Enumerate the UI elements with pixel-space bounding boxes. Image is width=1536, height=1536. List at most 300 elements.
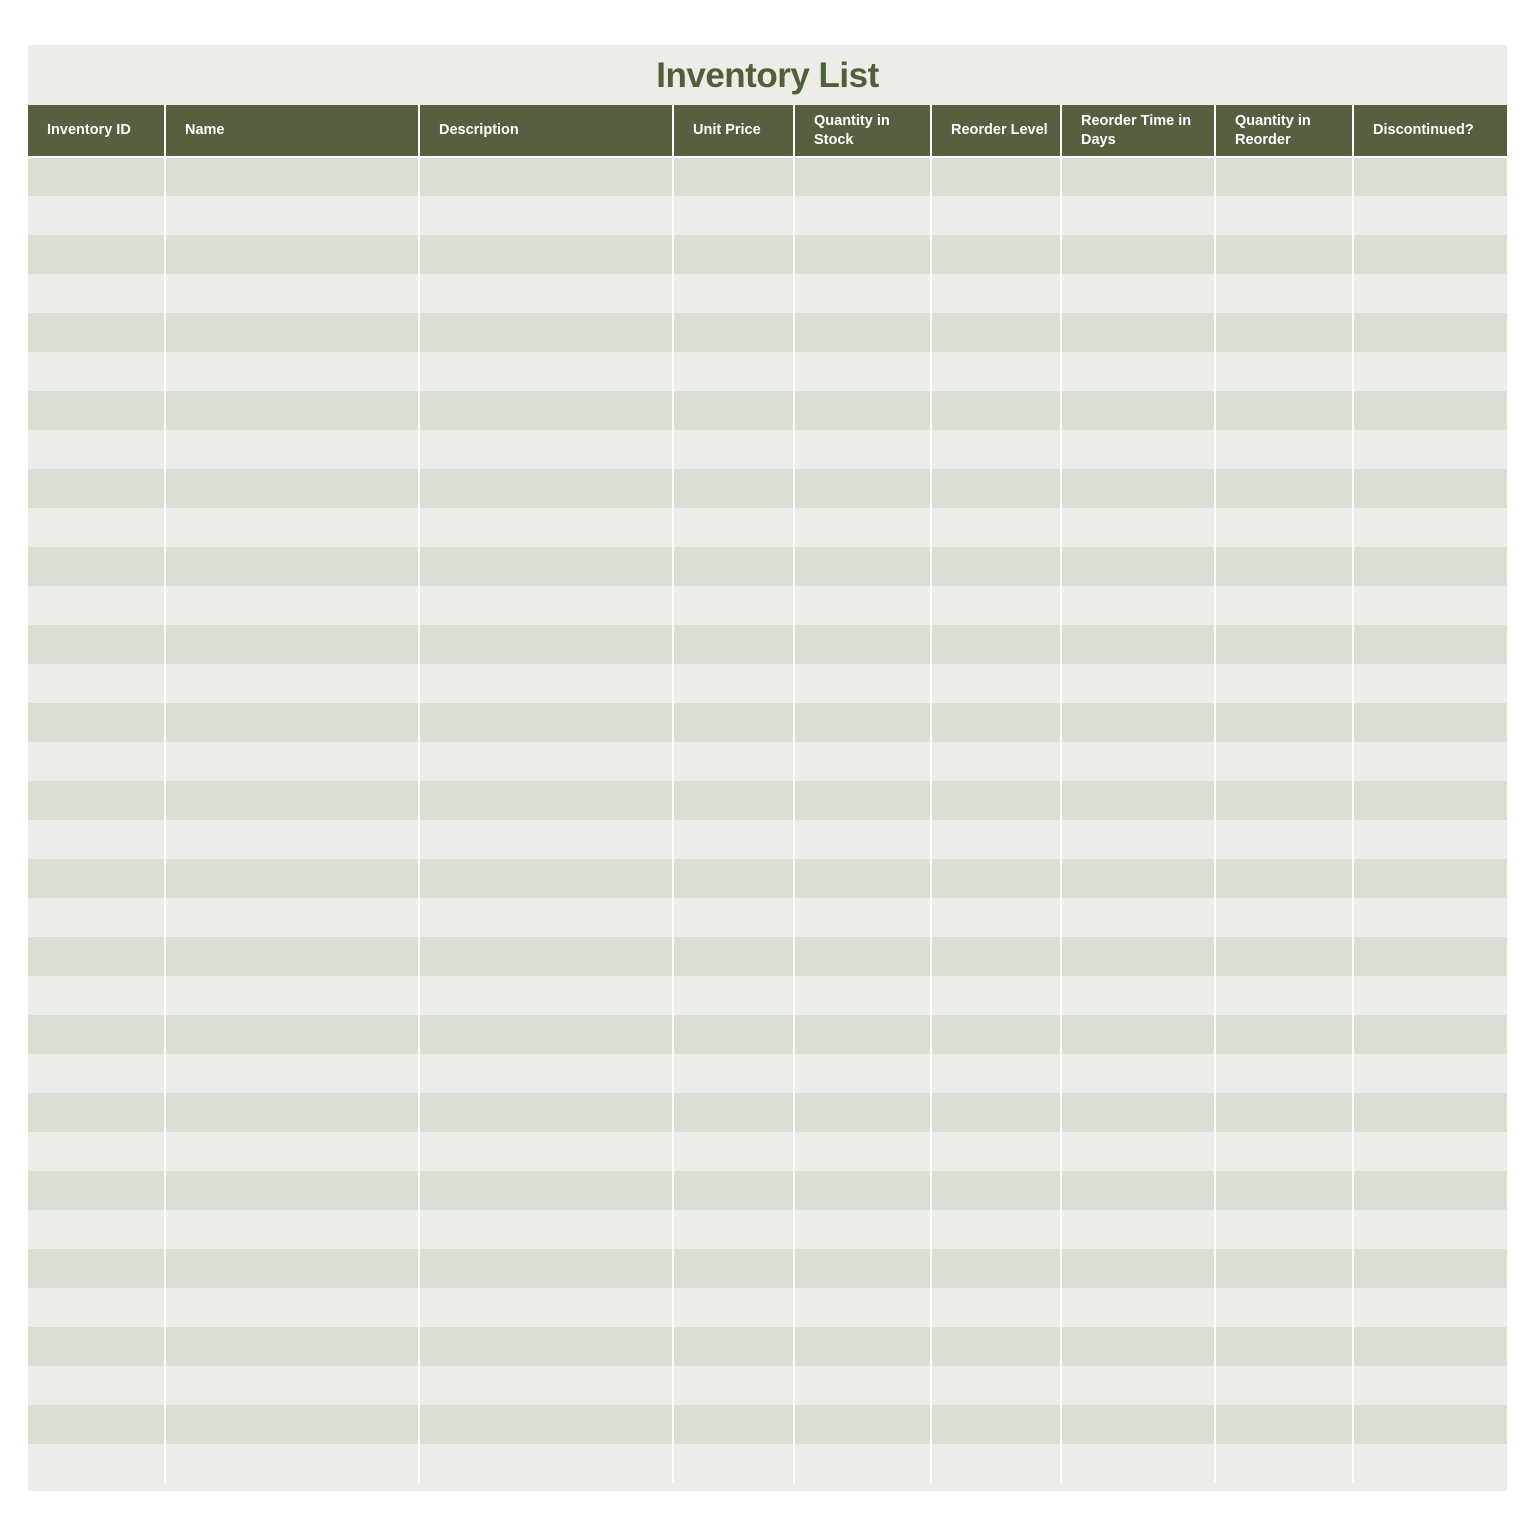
cell-unit-price[interactable] [673,781,794,820]
cell-description[interactable] [419,586,673,625]
cell-inventory-id[interactable] [28,1444,165,1483]
cell-reorder-time[interactable] [1061,703,1215,742]
cell-description[interactable] [419,1327,673,1366]
cell-unit-price[interactable] [673,742,794,781]
cell-quantity-in-reorder[interactable] [1215,235,1353,274]
cell-inventory-id[interactable] [28,859,165,898]
cell-unit-price[interactable] [673,820,794,859]
cell-inventory-id[interactable] [28,196,165,235]
cell-reorder-time[interactable] [1061,391,1215,430]
cell-reorder-time[interactable] [1061,820,1215,859]
cell-reorder-level[interactable] [931,859,1061,898]
cell-reorder-time[interactable] [1061,235,1215,274]
cell-discontinued[interactable] [1353,1366,1507,1405]
cell-reorder-level[interactable] [931,547,1061,586]
cell-reorder-time[interactable] [1061,352,1215,391]
cell-description[interactable] [419,1210,673,1249]
cell-discontinued[interactable] [1353,625,1507,664]
cell-quantity-in-reorder[interactable] [1215,430,1353,469]
cell-reorder-time[interactable] [1061,781,1215,820]
cell-description[interactable] [419,820,673,859]
cell-discontinued[interactable] [1353,976,1507,1015]
cell-description[interactable] [419,1249,673,1288]
cell-reorder-time[interactable] [1061,664,1215,703]
cell-reorder-level[interactable] [931,274,1061,313]
cell-reorder-level[interactable] [931,1249,1061,1288]
cell-unit-price[interactable] [673,586,794,625]
cell-unit-price[interactable] [673,313,794,352]
cell-quantity-in-reorder[interactable] [1215,1405,1353,1444]
cell-quantity-in-stock[interactable] [794,820,931,859]
cell-discontinued[interactable] [1353,235,1507,274]
cell-name[interactable] [165,157,419,196]
cell-quantity-in-stock[interactable] [794,274,931,313]
cell-inventory-id[interactable] [28,235,165,274]
cell-description[interactable] [419,469,673,508]
cell-quantity-in-reorder[interactable] [1215,1015,1353,1054]
cell-quantity-in-reorder[interactable] [1215,859,1353,898]
cell-quantity-in-reorder[interactable] [1215,508,1353,547]
cell-name[interactable] [165,898,419,937]
cell-unit-price[interactable] [673,274,794,313]
cell-description[interactable] [419,430,673,469]
cell-reorder-level[interactable] [931,976,1061,1015]
cell-quantity-in-stock[interactable] [794,703,931,742]
cell-name[interactable] [165,547,419,586]
cell-quantity-in-stock[interactable] [794,1288,931,1327]
cell-quantity-in-stock[interactable] [794,859,931,898]
cell-discontinued[interactable] [1353,1444,1507,1483]
cell-description[interactable] [419,703,673,742]
cell-quantity-in-stock[interactable] [794,586,931,625]
cell-name[interactable] [165,1288,419,1327]
cell-discontinued[interactable] [1353,1132,1507,1171]
cell-discontinued[interactable] [1353,937,1507,976]
cell-description[interactable] [419,235,673,274]
cell-inventory-id[interactable] [28,937,165,976]
cell-reorder-level[interactable] [931,1405,1061,1444]
cell-unit-price[interactable] [673,1210,794,1249]
cell-unit-price[interactable] [673,625,794,664]
cell-name[interactable] [165,625,419,664]
cell-discontinued[interactable] [1353,547,1507,586]
cell-name[interactable] [165,1132,419,1171]
cell-discontinued[interactable] [1353,1210,1507,1249]
cell-reorder-level[interactable] [931,664,1061,703]
cell-description[interactable] [419,625,673,664]
cell-inventory-id[interactable] [28,547,165,586]
cell-unit-price[interactable] [673,391,794,430]
cell-reorder-time[interactable] [1061,1327,1215,1366]
cell-inventory-id[interactable] [28,625,165,664]
cell-name[interactable] [165,313,419,352]
cell-name[interactable] [165,1405,419,1444]
cell-inventory-id[interactable] [28,1132,165,1171]
cell-quantity-in-reorder[interactable] [1215,937,1353,976]
cell-discontinued[interactable] [1353,742,1507,781]
cell-name[interactable] [165,235,419,274]
cell-name[interactable] [165,196,419,235]
cell-name[interactable] [165,820,419,859]
cell-inventory-id[interactable] [28,664,165,703]
cell-discontinued[interactable] [1353,664,1507,703]
cell-inventory-id[interactable] [28,157,165,196]
cell-name[interactable] [165,352,419,391]
cell-reorder-level[interactable] [931,1327,1061,1366]
cell-unit-price[interactable] [673,1327,794,1366]
cell-description[interactable] [419,313,673,352]
cell-name[interactable] [165,1366,419,1405]
cell-quantity-in-stock[interactable] [794,1210,931,1249]
cell-reorder-level[interactable] [931,352,1061,391]
cell-description[interactable] [419,352,673,391]
cell-quantity-in-reorder[interactable] [1215,313,1353,352]
cell-description[interactable] [419,1366,673,1405]
cell-discontinued[interactable] [1353,1249,1507,1288]
cell-reorder-level[interactable] [931,1171,1061,1210]
cell-reorder-level[interactable] [931,1210,1061,1249]
cell-quantity-in-stock[interactable] [794,1171,931,1210]
cell-discontinued[interactable] [1353,1327,1507,1366]
cell-quantity-in-reorder[interactable] [1215,820,1353,859]
cell-inventory-id[interactable] [28,820,165,859]
cell-quantity-in-stock[interactable] [794,391,931,430]
cell-name[interactable] [165,859,419,898]
cell-reorder-time[interactable] [1061,1054,1215,1093]
cell-quantity-in-reorder[interactable] [1215,1366,1353,1405]
cell-description[interactable] [419,1444,673,1483]
cell-discontinued[interactable] [1353,898,1507,937]
cell-name[interactable] [165,1093,419,1132]
cell-quantity-in-stock[interactable] [794,430,931,469]
cell-inventory-id[interactable] [28,781,165,820]
cell-quantity-in-stock[interactable] [794,1444,931,1483]
cell-description[interactable] [419,742,673,781]
cell-name[interactable] [165,586,419,625]
cell-unit-price[interactable] [673,1444,794,1483]
cell-description[interactable] [419,1405,673,1444]
cell-quantity-in-stock[interactable] [794,1366,931,1405]
cell-reorder-time[interactable] [1061,1444,1215,1483]
cell-quantity-in-reorder[interactable] [1215,1093,1353,1132]
cell-unit-price[interactable] [673,235,794,274]
cell-discontinued[interactable] [1353,1405,1507,1444]
cell-inventory-id[interactable] [28,1249,165,1288]
cell-quantity-in-stock[interactable] [794,781,931,820]
cell-description[interactable] [419,274,673,313]
cell-unit-price[interactable] [673,1405,794,1444]
cell-reorder-level[interactable] [931,1093,1061,1132]
cell-quantity-in-reorder[interactable] [1215,1054,1353,1093]
cell-reorder-time[interactable] [1061,274,1215,313]
cell-reorder-level[interactable] [931,1015,1061,1054]
cell-quantity-in-reorder[interactable] [1215,586,1353,625]
cell-discontinued[interactable] [1353,1171,1507,1210]
cell-name[interactable] [165,742,419,781]
cell-unit-price[interactable] [673,1132,794,1171]
cell-discontinued[interactable] [1353,1015,1507,1054]
cell-quantity-in-reorder[interactable] [1215,976,1353,1015]
cell-reorder-level[interactable] [931,391,1061,430]
cell-unit-price[interactable] [673,469,794,508]
cell-inventory-id[interactable] [28,469,165,508]
cell-reorder-time[interactable] [1061,1405,1215,1444]
cell-description[interactable] [419,391,673,430]
cell-unit-price[interactable] [673,703,794,742]
cell-quantity-in-reorder[interactable] [1215,391,1353,430]
cell-reorder-level[interactable] [931,157,1061,196]
cell-reorder-level[interactable] [931,313,1061,352]
cell-reorder-level[interactable] [931,898,1061,937]
cell-description[interactable] [419,1015,673,1054]
cell-inventory-id[interactable] [28,508,165,547]
cell-reorder-time[interactable] [1061,1171,1215,1210]
cell-unit-price[interactable] [673,1366,794,1405]
cell-discontinued[interactable] [1353,313,1507,352]
cell-reorder-level[interactable] [931,1288,1061,1327]
cell-name[interactable] [165,508,419,547]
cell-quantity-in-stock[interactable] [794,1132,931,1171]
cell-name[interactable] [165,976,419,1015]
cell-discontinued[interactable] [1353,196,1507,235]
cell-inventory-id[interactable] [28,742,165,781]
cell-unit-price[interactable] [673,898,794,937]
cell-quantity-in-stock[interactable] [794,469,931,508]
cell-name[interactable] [165,703,419,742]
cell-unit-price[interactable] [673,508,794,547]
cell-inventory-id[interactable] [28,1093,165,1132]
cell-quantity-in-reorder[interactable] [1215,1249,1353,1288]
cell-discontinued[interactable] [1353,391,1507,430]
cell-reorder-level[interactable] [931,820,1061,859]
cell-quantity-in-stock[interactable] [794,625,931,664]
cell-unit-price[interactable] [673,1054,794,1093]
cell-discontinued[interactable] [1353,469,1507,508]
cell-quantity-in-reorder[interactable] [1215,1327,1353,1366]
cell-unit-price[interactable] [673,664,794,703]
cell-inventory-id[interactable] [28,898,165,937]
cell-quantity-in-reorder[interactable] [1215,1132,1353,1171]
cell-name[interactable] [165,1249,419,1288]
cell-quantity-in-stock[interactable] [794,196,931,235]
cell-inventory-id[interactable] [28,274,165,313]
cell-discontinued[interactable] [1353,157,1507,196]
cell-unit-price[interactable] [673,1093,794,1132]
cell-unit-price[interactable] [673,937,794,976]
cell-discontinued[interactable] [1353,508,1507,547]
cell-description[interactable] [419,1132,673,1171]
cell-quantity-in-stock[interactable] [794,313,931,352]
cell-name[interactable] [165,781,419,820]
cell-inventory-id[interactable] [28,586,165,625]
cell-description[interactable] [419,781,673,820]
cell-description[interactable] [419,1171,673,1210]
cell-name[interactable] [165,1444,419,1483]
cell-reorder-time[interactable] [1061,1249,1215,1288]
cell-reorder-level[interactable] [931,937,1061,976]
cell-inventory-id[interactable] [28,976,165,1015]
cell-quantity-in-reorder[interactable] [1215,274,1353,313]
cell-discontinued[interactable] [1353,586,1507,625]
cell-reorder-level[interactable] [931,1444,1061,1483]
cell-discontinued[interactable] [1353,820,1507,859]
cell-inventory-id[interactable] [28,1366,165,1405]
cell-quantity-in-reorder[interactable] [1215,664,1353,703]
cell-quantity-in-stock[interactable] [794,352,931,391]
cell-name[interactable] [165,391,419,430]
cell-discontinued[interactable] [1353,703,1507,742]
cell-inventory-id[interactable] [28,1405,165,1444]
cell-discontinued[interactable] [1353,1054,1507,1093]
cell-quantity-in-stock[interactable] [794,1405,931,1444]
cell-unit-price[interactable] [673,1171,794,1210]
cell-inventory-id[interactable] [28,1015,165,1054]
cell-unit-price[interactable] [673,859,794,898]
cell-reorder-level[interactable] [931,196,1061,235]
cell-name[interactable] [165,1327,419,1366]
cell-description[interactable] [419,937,673,976]
cell-quantity-in-reorder[interactable] [1215,898,1353,937]
cell-description[interactable] [419,664,673,703]
cell-reorder-time[interactable] [1061,898,1215,937]
cell-name[interactable] [165,1171,419,1210]
cell-quantity-in-stock[interactable] [794,547,931,586]
cell-inventory-id[interactable] [28,352,165,391]
cell-quantity-in-stock[interactable] [794,157,931,196]
cell-quantity-in-stock[interactable] [794,1054,931,1093]
cell-reorder-level[interactable] [931,1366,1061,1405]
cell-quantity-in-stock[interactable] [794,742,931,781]
cell-quantity-in-stock[interactable] [794,898,931,937]
cell-reorder-time[interactable] [1061,196,1215,235]
cell-quantity-in-reorder[interactable] [1215,703,1353,742]
cell-quantity-in-stock[interactable] [794,1093,931,1132]
cell-reorder-time[interactable] [1061,469,1215,508]
cell-reorder-time[interactable] [1061,547,1215,586]
cell-description[interactable] [419,859,673,898]
cell-quantity-in-stock[interactable] [794,235,931,274]
cell-quantity-in-stock[interactable] [794,937,931,976]
cell-unit-price[interactable] [673,547,794,586]
cell-reorder-time[interactable] [1061,1015,1215,1054]
cell-quantity-in-stock[interactable] [794,664,931,703]
cell-reorder-time[interactable] [1061,742,1215,781]
cell-name[interactable] [165,430,419,469]
cell-reorder-time[interactable] [1061,508,1215,547]
cell-unit-price[interactable] [673,1015,794,1054]
cell-quantity-in-stock[interactable] [794,1015,931,1054]
cell-reorder-level[interactable] [931,742,1061,781]
cell-reorder-time[interactable] [1061,625,1215,664]
cell-inventory-id[interactable] [28,313,165,352]
cell-quantity-in-reorder[interactable] [1215,1444,1353,1483]
cell-quantity-in-stock[interactable] [794,976,931,1015]
cell-quantity-in-reorder[interactable] [1215,157,1353,196]
cell-quantity-in-reorder[interactable] [1215,742,1353,781]
cell-description[interactable] [419,976,673,1015]
cell-quantity-in-reorder[interactable] [1215,1288,1353,1327]
cell-reorder-level[interactable] [931,625,1061,664]
cell-reorder-level[interactable] [931,235,1061,274]
cell-inventory-id[interactable] [28,391,165,430]
cell-quantity-in-stock[interactable] [794,1249,931,1288]
cell-unit-price[interactable] [673,1288,794,1327]
cell-description[interactable] [419,1054,673,1093]
cell-discontinued[interactable] [1353,1093,1507,1132]
cell-reorder-level[interactable] [931,1054,1061,1093]
cell-reorder-time[interactable] [1061,1288,1215,1327]
cell-inventory-id[interactable] [28,1327,165,1366]
cell-reorder-time[interactable] [1061,313,1215,352]
cell-description[interactable] [419,157,673,196]
cell-reorder-time[interactable] [1061,976,1215,1015]
cell-reorder-level[interactable] [931,508,1061,547]
cell-quantity-in-reorder[interactable] [1215,781,1353,820]
cell-discontinued[interactable] [1353,859,1507,898]
cell-quantity-in-reorder[interactable] [1215,1171,1353,1210]
cell-reorder-level[interactable] [931,703,1061,742]
cell-name[interactable] [165,1015,419,1054]
cell-reorder-time[interactable] [1061,1366,1215,1405]
cell-quantity-in-stock[interactable] [794,508,931,547]
cell-reorder-time[interactable] [1061,859,1215,898]
cell-description[interactable] [419,547,673,586]
cell-reorder-time[interactable] [1061,1132,1215,1171]
cell-inventory-id[interactable] [28,1054,165,1093]
cell-name[interactable] [165,1054,419,1093]
cell-name[interactable] [165,1210,419,1249]
cell-reorder-level[interactable] [931,1132,1061,1171]
cell-unit-price[interactable] [673,196,794,235]
cell-inventory-id[interactable] [28,430,165,469]
cell-description[interactable] [419,508,673,547]
cell-unit-price[interactable] [673,430,794,469]
cell-inventory-id[interactable] [28,703,165,742]
cell-reorder-time[interactable] [1061,1210,1215,1249]
cell-reorder-time[interactable] [1061,157,1215,196]
cell-unit-price[interactable] [673,157,794,196]
cell-name[interactable] [165,274,419,313]
cell-reorder-time[interactable] [1061,1093,1215,1132]
cell-name[interactable] [165,469,419,508]
cell-reorder-level[interactable] [931,586,1061,625]
cell-name[interactable] [165,664,419,703]
cell-description[interactable] [419,1093,673,1132]
cell-name[interactable] [165,937,419,976]
cell-quantity-in-reorder[interactable] [1215,1210,1353,1249]
cell-inventory-id[interactable] [28,1210,165,1249]
cell-quantity-in-reorder[interactable] [1215,547,1353,586]
cell-discontinued[interactable] [1353,352,1507,391]
cell-reorder-level[interactable] [931,469,1061,508]
cell-unit-price[interactable] [673,976,794,1015]
cell-discontinued[interactable] [1353,274,1507,313]
cell-quantity-in-reorder[interactable] [1215,625,1353,664]
cell-unit-price[interactable] [673,1249,794,1288]
cell-quantity-in-reorder[interactable] [1215,469,1353,508]
cell-reorder-time[interactable] [1061,937,1215,976]
cell-quantity-in-stock[interactable] [794,1327,931,1366]
cell-reorder-level[interactable] [931,430,1061,469]
cell-discontinued[interactable] [1353,1288,1507,1327]
cell-quantity-in-reorder[interactable] [1215,196,1353,235]
cell-inventory-id[interactable] [28,1288,165,1327]
cell-discontinued[interactable] [1353,430,1507,469]
cell-reorder-level[interactable] [931,781,1061,820]
cell-inventory-id[interactable] [28,1171,165,1210]
cell-description[interactable] [419,898,673,937]
cell-quantity-in-reorder[interactable] [1215,352,1353,391]
